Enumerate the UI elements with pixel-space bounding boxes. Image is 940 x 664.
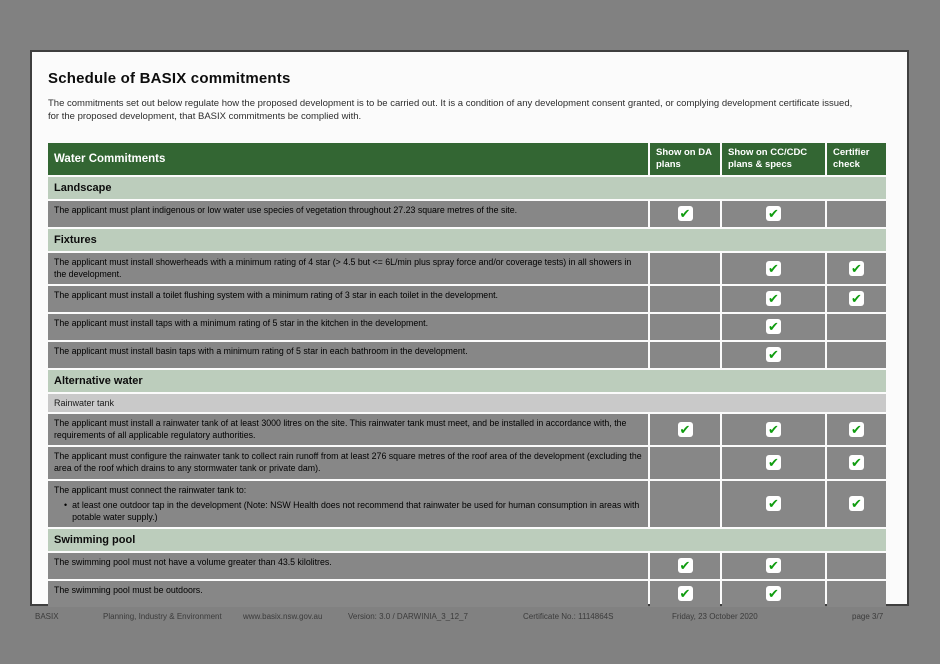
check-icon: ✔ [678,422,693,437]
check-icon: ✔ [766,586,781,601]
check-cell-checked [722,447,825,478]
section-row [48,177,886,199]
commitment-text: The applicant must plant indigenous or low water use species of vegetation throughout 27.23 square metres of the site. [48,201,648,227]
footer-department: Planning, Industry & Environment [103,612,222,621]
commitment-row [48,253,886,284]
page-title: Schedule of BASIX commitments [48,70,291,87]
commitments-table [46,141,888,609]
bullet-item [64,500,642,523]
check-cell-checked [650,581,720,607]
check-icon: ✔ [678,558,693,573]
check-icon: ✔ [849,496,864,511]
commitment-row [48,201,886,227]
bullet-text: at least one outdoor tap in the development (Note: NSW Health does not recommend that rainwater be used for human consumption in areas with potable water supply.) [72,500,640,522]
col-header-certifier-check: Certifier check [827,143,886,175]
section-header: Fixtures [48,229,886,251]
footer-certificate-no: Certificate No.: 1114864S [523,612,614,621]
table-header-row [48,143,886,175]
check-cell-checked [650,414,720,445]
check-icon: ✔ [849,261,864,276]
check-icon: ✔ [766,206,781,221]
commitment-row [48,553,886,579]
check-cell-checked [722,414,825,445]
commitments-tbody [48,177,886,607]
check-cell-checked [827,481,886,528]
check-cell-checked [827,447,886,478]
check-cell-checked [722,481,825,528]
bullet-marker: • [64,500,68,511]
check-cell-checked [827,286,886,312]
col-header-ccdc-plans: Show on CC/CDC plans & specs [722,143,825,175]
commitment-text: The applicant must connect the rainwater tank to: • at least one outdoor tap in the development (Note: NSW Health does not recommend that rainwater be used for human consumption in areas with potable water supply.) [48,481,648,528]
commitment-text: The applicant must install a rainwater tank of at least 3000 litres on the site. This rainwater tank must meet, and be installed in accordance with, the requirements of all applicable regulatory authorities. [48,414,648,445]
subsection-header: Rainwater tank [48,394,886,412]
check-cell-empty [650,314,720,340]
water-commitments-header: Water Commitments [48,143,648,175]
footer-website-link: www.basix.nsw.gov.au [243,612,323,621]
intro-text: The commitments set out below regulate how the proposed development is to be carried out. It is a condition of any development consent granted, or complying development certificate issued, for the proposed development, that BASIX commitments be complied with. [48,98,853,123]
check-cell-empty [650,286,720,312]
check-cell-checked [722,286,825,312]
check-icon: ✔ [766,347,781,362]
commitment-row [48,342,886,368]
section-header: Alternative water [48,370,886,392]
check-cell-empty [650,481,720,528]
check-icon: ✔ [766,291,781,306]
commitment-text: The applicant must install basin taps with a minimum rating of 5 star in each bathroom in the development. [48,342,648,368]
check-cell-checked [722,253,825,284]
section-row [48,529,886,551]
check-icon: ✔ [849,455,864,470]
check-icon: ✔ [766,422,781,437]
commitment-text: The applicant must configure the rainwater tank to collect rain runoff from at least 276 square metres of the roof area of the development (excluding the area of the roof which drains to any stormwater tank or private dam). [48,447,648,478]
section-header: Landscape [48,177,886,199]
check-cell-checked [827,253,886,284]
check-icon: ✔ [849,422,864,437]
footer-brand: BASIX [35,612,59,621]
check-cell-checked [722,553,825,579]
commitment-row [48,314,886,340]
section-row [48,229,886,251]
check-cell-empty [650,342,720,368]
check-icon: ✔ [678,206,693,221]
col-header-da-plans: Show on DA plans [650,143,720,175]
check-cell-empty [827,201,886,227]
commitment-text: The applicant must install taps with a minimum rating of 5 star in the kitchen in the development. [48,314,648,340]
check-cell-empty [827,342,886,368]
check-cell-checked [650,201,720,227]
footer-version: Version: 3.0 / DARWINIA_3_12_7 [348,612,468,621]
check-cell-checked [722,201,825,227]
check-icon: ✔ [766,319,781,334]
commitment-row [48,447,886,478]
check-cell-empty [827,581,886,607]
check-icon: ✔ [766,261,781,276]
commitment-text: The applicant must install a toilet flushing system with a minimum rating of 3 star in each toilet in the development. [48,286,648,312]
commitment-text: The swimming pool must be outdoors. [48,581,648,607]
check-icon: ✔ [678,586,693,601]
check-icon: ✔ [849,291,864,306]
check-cell-checked [722,342,825,368]
check-icon: ✔ [766,558,781,573]
commitment-row [48,286,886,312]
commitment-row [48,481,886,528]
check-cell-empty [827,314,886,340]
commitment-text: The applicant must install showerheads with a minimum rating of 4 star (> 4.5 but <= 6L/min plus spray force and/or coverage tests) in all showers in the development. [48,253,648,284]
section-row [48,370,886,392]
commitment-row [48,581,886,607]
commitment-text: The swimming pool must not have a volume greater than 43.5 kilolitres. [48,553,648,579]
check-cell-checked [722,314,825,340]
check-cell-empty [650,447,720,478]
check-icon: ✔ [766,455,781,470]
check-cell-checked [722,581,825,607]
check-cell-empty [827,553,886,579]
certificate-panel [30,50,909,606]
check-cell-checked [827,414,886,445]
commitment-row [48,414,886,445]
check-cell-empty [650,253,720,284]
check-icon: ✔ [766,496,781,511]
check-cell-checked [650,553,720,579]
section-header: Swimming pool [48,529,886,551]
footer-page-number: page 3/7 [852,612,884,621]
footer-date: Friday, 23 October 2020 [672,612,758,621]
subsection-row [48,394,886,412]
